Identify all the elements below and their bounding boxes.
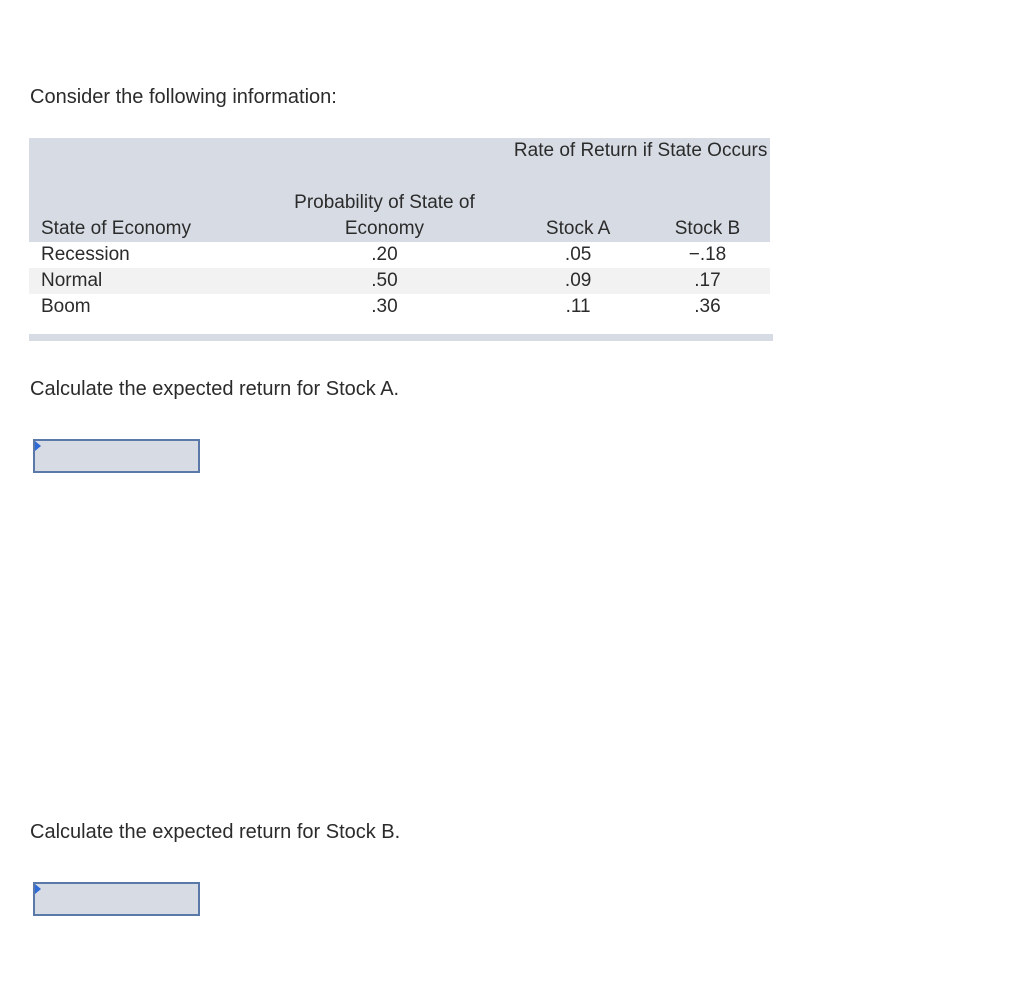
stock-b-cell: −.18 — [645, 242, 770, 268]
state-cell: Boom — [29, 294, 258, 320]
flag-icon — [35, 884, 41, 894]
state-cell: Normal — [29, 268, 258, 294]
probability-cell: .30 — [258, 294, 512, 320]
probability-cell: .50 — [258, 268, 512, 294]
stock-b-cell: .17 — [645, 268, 770, 294]
stock-a-cell: .11 — [511, 294, 645, 320]
table-row — [29, 242, 770, 268]
intro-text: Consider the following information: — [30, 86, 337, 108]
answer-box-stock-b[interactable] — [33, 882, 200, 916]
probability-cell: .20 — [258, 242, 512, 268]
state-header: State of Economy — [29, 216, 258, 242]
info-table — [29, 138, 770, 320]
stock-a-cell: .09 — [511, 268, 645, 294]
probability-header: Probability of State of Economy — [258, 190, 512, 242]
stock-b-header: Stock B — [645, 216, 770, 242]
flag-icon — [35, 441, 41, 451]
stock-a-header: Stock A — [511, 216, 645, 242]
stock-b-cell: .36 — [645, 294, 770, 320]
table-bottom-rule — [29, 334, 773, 341]
question-stock-b: Calculate the expected return for Stock B. — [30, 821, 401, 843]
answer-input-stock-a[interactable] — [35, 441, 198, 471]
table-row — [29, 268, 770, 294]
answer-input-stock-b[interactable] — [35, 884, 198, 914]
table-row — [29, 294, 770, 320]
answer-box-stock-a[interactable] — [33, 439, 200, 473]
stock-a-cell: .05 — [511, 242, 645, 268]
question-stock-a: Calculate the expected return for Stock A. — [30, 378, 400, 400]
rate-of-return-header: Rate of Return if State Occurs — [511, 138, 770, 190]
info-table-container — [29, 138, 773, 341]
state-cell: Recession — [29, 242, 258, 268]
